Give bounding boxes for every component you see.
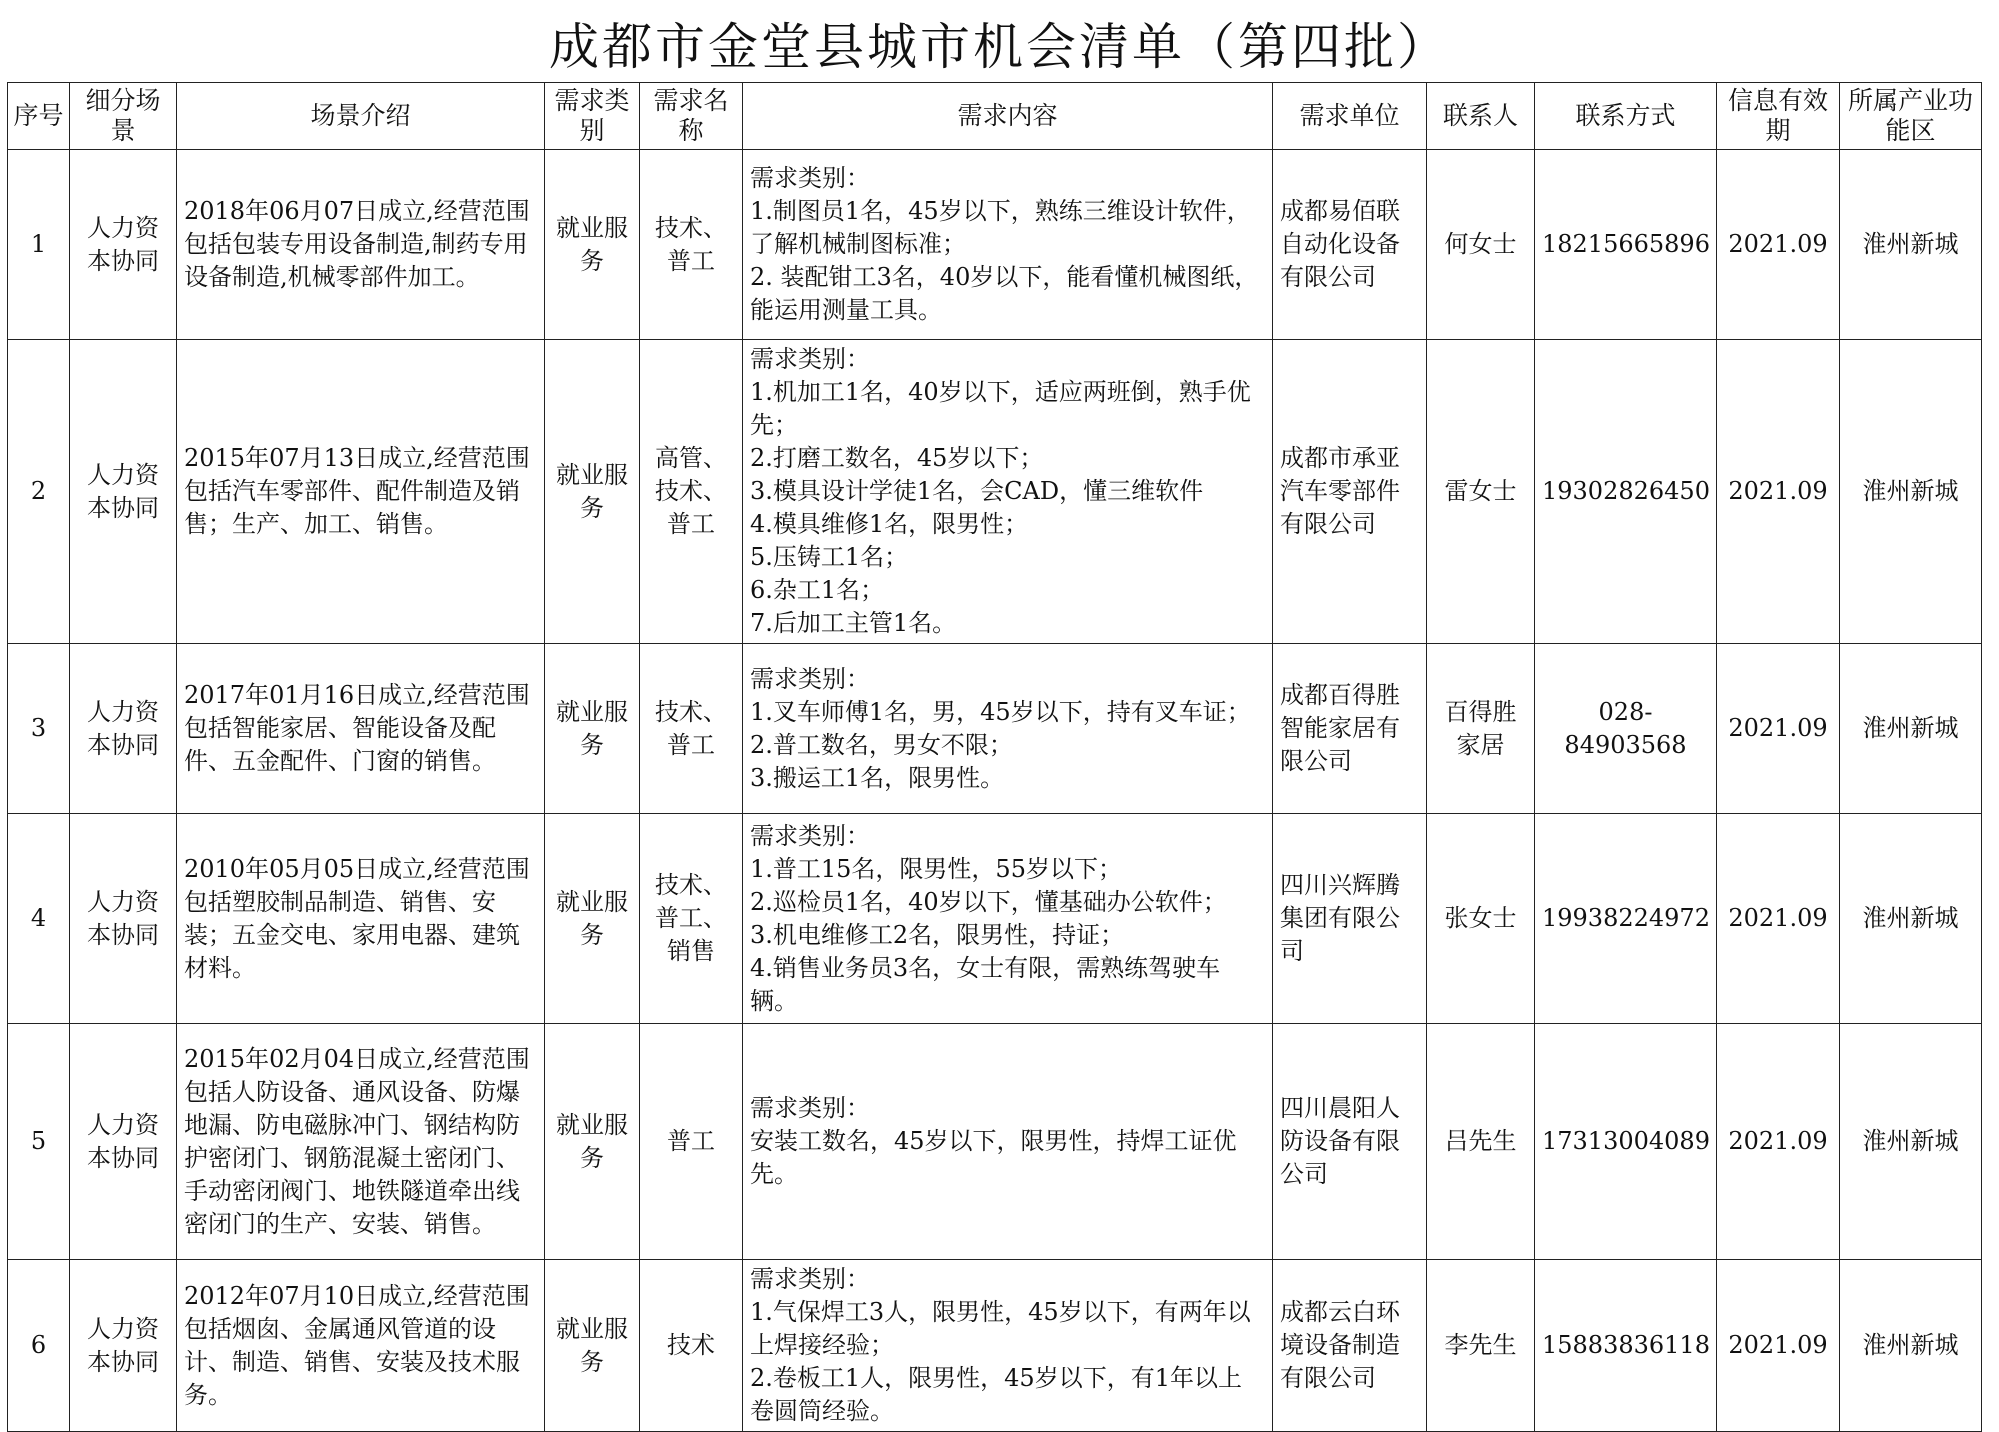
row-unit: 成都市承亚汽车零部件有限公司 [1273, 340, 1427, 644]
demand-line: 7.后加工主管1名。 [750, 609, 957, 637]
row-scene-intro: 2015年02月04日成立,经营范围包括人防设备、通风设备、防爆地漏、防电磁脉冲门、钢结构防护密闭门、钢筋混凝土密闭门、手动密闭阀门、地铁隧道牵出线密闭门的生产、安装、销售。 [177, 1024, 545, 1260]
header-phone: 联系方式 [1535, 83, 1717, 150]
row-sub-scene: 人力资本协同 [70, 814, 177, 1024]
row-demand-content [743, 150, 1273, 340]
demand-line: 2. 装配钳工3名，40岁以下，能看懂机械图纸，能运用测量工具。 [750, 263, 1259, 324]
row-index: 1 [8, 150, 70, 340]
row-scene-intro: 2012年07月10日成立,经营范围包括烟囱、金属通风管道的设计、制造、销售、安装及技术服务。 [177, 1260, 545, 1432]
row-sub-scene: 人力资本协同 [70, 644, 177, 814]
header-unit: 需求单位 [1273, 83, 1427, 150]
demand-line: 需求类别： [750, 164, 870, 192]
row-contact: 张女士 [1427, 814, 1535, 1024]
row-contact: 何女士 [1427, 150, 1535, 340]
row-phone: 19302826450 [1535, 340, 1717, 644]
demand-line: 3.搬运工1名，限男性。 [750, 763, 1005, 792]
row-demand-type: 就业服务 [545, 644, 640, 814]
row-phone: 15883836118 [1535, 1260, 1717, 1432]
row-validity: 2021.09 [1717, 1024, 1840, 1260]
header-index: 序号 [8, 83, 70, 150]
row-validity: 2021.09 [1717, 1260, 1840, 1432]
row-zone: 淮州新城 [1840, 340, 1982, 644]
header-scene-intro: 场景介绍 [177, 83, 545, 150]
row-demand-content [743, 814, 1273, 1024]
table-row [8, 644, 1982, 814]
row-demand-name: 技术、普工 [640, 644, 743, 814]
row-zone: 淮州新城 [1840, 150, 1982, 340]
row-demand-content [743, 1260, 1273, 1432]
row-validity: 2021.09 [1717, 150, 1840, 340]
demand-line: 2.卷板工1人，限男性，45岁以下，有1年以上卷圆筒经验。 [750, 1364, 1242, 1425]
row-sub-scene: 人力资本协同 [70, 1260, 177, 1432]
row-demand-content [743, 1024, 1273, 1260]
table-row [8, 1260, 1982, 1432]
demand-line: 2.打磨工数名，45岁以下； [750, 444, 1044, 472]
header-contact: 联系人 [1427, 83, 1535, 150]
row-sub-scene: 人力资本协同 [70, 340, 177, 644]
row-zone: 淮州新城 [1840, 644, 1982, 814]
row-unit: 四川兴辉腾集团有限公司 [1273, 814, 1427, 1024]
header-demand-type: 需求类别 [545, 83, 640, 150]
row-validity: 2021.09 [1717, 644, 1840, 814]
row-contact: 雷女士 [1427, 340, 1535, 644]
row-sub-scene: 人力资本协同 [70, 150, 177, 340]
demand-line: 1.机加工1名，40岁以下，适应两班倒，熟手优先； [750, 378, 1251, 439]
row-contact: 李先生 [1427, 1260, 1535, 1432]
row-demand-name: 技术、普工、销售 [640, 814, 743, 1024]
row-scene-intro: 2017年01月16日成立,经营范围包括智能家居、智能设备及配件、五金配件、门窗的销售。 [177, 644, 545, 814]
row-demand-type: 就业服务 [545, 1024, 640, 1260]
demand-line: 需求类别： [750, 1265, 870, 1293]
demand-line: 需求类别： [750, 664, 870, 693]
row-phone: 18215665896 [1535, 150, 1717, 340]
row-demand-content [743, 644, 1273, 814]
row-validity: 2021.09 [1717, 814, 1840, 1024]
row-contact: 百得胜家居 [1427, 644, 1535, 814]
page-title: 成都市金堂县城市机会清单（第四批） [549, 18, 1450, 76]
row-demand-content [743, 340, 1273, 644]
table-row [8, 150, 1982, 340]
demand-line: 5.压铸工1名； [750, 543, 909, 571]
row-scene-intro: 2018年06月07日成立,经营范围包括包装专用设备制造,制药专用设备制造,机械零部件加工。 [177, 150, 545, 340]
row-zone: 淮州新城 [1840, 1024, 1982, 1260]
demand-line: 安装工数名，45岁以下，限男性，持焊工证优先。 [750, 1127, 1237, 1188]
demand-line: 需求类别： [750, 1094, 870, 1122]
row-unit: 成都易佰联自动化设备有限公司 [1273, 150, 1427, 340]
demand-line: 3.模具设计学徒1名，会CAD，懂三维软件 [750, 477, 1204, 505]
row-phone: 19938224972 [1535, 814, 1717, 1024]
row-demand-name: 高管、技术、普工 [640, 340, 743, 644]
row-unit: 四川晨阳人防设备有限公司 [1273, 1024, 1427, 1260]
row-scene-intro: 2010年05月05日成立,经营范围包括塑胶制品制造、销售、安装；五金交电、家用电器、建筑材料。 [177, 814, 545, 1024]
row-contact: 吕先生 [1427, 1024, 1535, 1260]
table-row [8, 814, 1982, 1024]
demand-line: 2.巡检员1名，40岁以下，懂基础办公软件； [750, 887, 1227, 916]
demand-line: 需求类别： [750, 345, 870, 373]
row-phone: 028-84903568 [1535, 644, 1717, 814]
row-unit: 成都百得胜智能家居有限公司 [1273, 644, 1427, 814]
demand-line: 4.模具维修1名，限男性； [750, 510, 1029, 538]
row-index: 3 [8, 644, 70, 814]
row-scene-intro: 2015年07月13日成立,经营范围包括汽车零部件、配件制造及销售；生产、加工、销售。 [177, 340, 545, 644]
header-sub-scene: 细分场景 [70, 83, 177, 150]
row-demand-name: 技术 [640, 1260, 743, 1432]
row-index: 4 [8, 814, 70, 1024]
row-phone: 17313004089 [1535, 1024, 1717, 1260]
demand-line: 1.普工15名，限男性，55岁以下； [750, 854, 1122, 883]
header-validity: 信息有效期 [1717, 83, 1840, 150]
demand-line: 6.杂工1名； [750, 576, 885, 604]
demand-line: 1.气保焊工3人，限男性，45岁以下，有两年以上焊接经验； [750, 1298, 1251, 1359]
demand-line: 2.普工数名，男女不限； [750, 730, 1013, 759]
header-zone: 所属产业功能区 [1840, 83, 1982, 150]
row-validity: 2021.09 [1717, 340, 1840, 644]
demand-line: 需求类别： [750, 821, 870, 850]
row-demand-type: 就业服务 [545, 814, 640, 1024]
row-zone: 淮州新城 [1840, 1260, 1982, 1432]
row-demand-name: 普工 [640, 1024, 743, 1260]
row-demand-type: 就业服务 [545, 1260, 640, 1432]
table-body [8, 150, 1982, 1432]
row-demand-type: 就业服务 [545, 150, 640, 340]
demand-line: 1.叉车师傅1名，男，45岁以下，持有叉车证； [750, 697, 1251, 726]
row-demand-type: 就业服务 [545, 340, 640, 644]
row-unit: 成都云白环境设备制造有限公司 [1273, 1260, 1427, 1432]
demand-line: 3.机电维修工2名，限男性，持证； [750, 920, 1125, 949]
table-row [8, 1024, 1982, 1260]
demand-line: 4.销售业务员3名，女士有限，需熟练驾驶车辆。 [750, 953, 1221, 1015]
row-demand-name: 技术、普工 [640, 150, 743, 340]
row-index: 5 [8, 1024, 70, 1260]
table-row [8, 340, 1982, 644]
row-zone: 淮州新城 [1840, 814, 1982, 1024]
demand-line: 1.制图员1名，45岁以下，熟练三维设计软件，了解机械制图标准； [750, 197, 1251, 258]
header-demand-content: 需求内容 [743, 83, 1273, 150]
header-demand-name: 需求名称 [640, 83, 743, 150]
row-index: 2 [8, 340, 70, 644]
table-header-row [8, 83, 1982, 150]
row-index: 6 [8, 1260, 70, 1432]
opportunity-table [7, 82, 1982, 1432]
row-sub-scene: 人力资本协同 [70, 1024, 177, 1260]
